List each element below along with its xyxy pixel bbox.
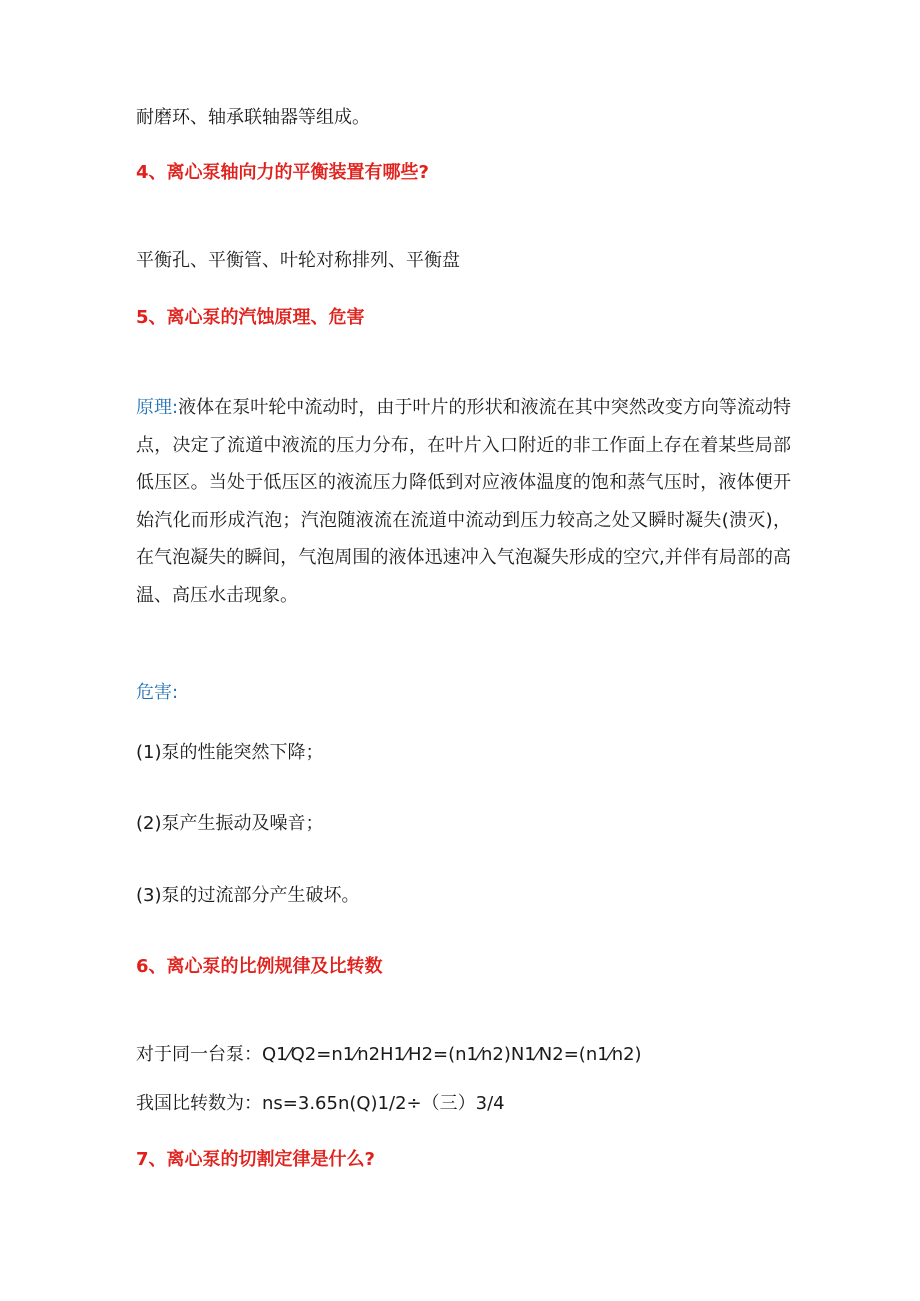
question-6-heading: [136, 949, 383, 985]
question-6-title: 、离心泵的比例规律及比转数: [148, 956, 383, 977]
question-5-heading: [136, 300, 365, 336]
principle-paragraph: [136, 389, 791, 614]
question-7-title: 、离心泵的切割定律是什么?: [148, 1149, 375, 1170]
intro-tail-text: 耐磨环、轴承联轴器等组成。: [136, 107, 370, 128]
question-5-number: 5: [136, 307, 149, 328]
question-7-heading: [136, 1142, 375, 1178]
harm-item-2: (2)泵产生振动及噪音；: [136, 813, 324, 834]
principle-label: 原理:: [136, 397, 179, 418]
proportion-formula: 对于同一台泵：Q1⁄Q2=n1⁄n2H1⁄H2=(n1⁄n2)N1⁄N2=(n1⁄n2): [136, 1044, 642, 1065]
question-4-heading: [136, 155, 429, 191]
question-6-number: 6: [136, 956, 149, 977]
harm-item-1: (1)泵的性能突然下降；: [136, 742, 324, 763]
question-4-answer: 平衡孔、平衡管、叶轮对称排列、平衡盘: [136, 250, 460, 271]
question-4-number: 4: [136, 162, 149, 183]
harm-item-3: (3)泵的过流部分产生破坏。: [136, 885, 360, 906]
question-7-number: 7: [136, 1149, 149, 1170]
question-4-title: 、离心泵轴向力的平衡装置有哪些?: [148, 162, 429, 183]
principle-text: 液体在泵叶轮中流动时，由于叶片的形状和液流在其中突然改变方向等流动特点，决定了流道中液流的压力分布，在叶片入口附近的非工作面上存在着某些局部低压区。当处于低压区的液流压力降低到对应液体温度的饱和蒸气压时，液体便开始汽化而形成汽泡；汽泡随液流在流道中流动到压力较高之处又瞬时凝失(溃灭)，在气泡凝失的瞬间，气泡周围的液体迅速冲入气泡凝失形成的空穴,并伴有局部的高温、高压水击现象。: [136, 397, 791, 606]
specific-speed-formula: 我国比转数为：ns=3.65n(Q)1/2÷（三）3/4: [136, 1093, 505, 1114]
question-5-title: 、离心泵的汽蚀原理、危害: [148, 307, 365, 328]
harm-label: 危害:: [136, 682, 179, 703]
